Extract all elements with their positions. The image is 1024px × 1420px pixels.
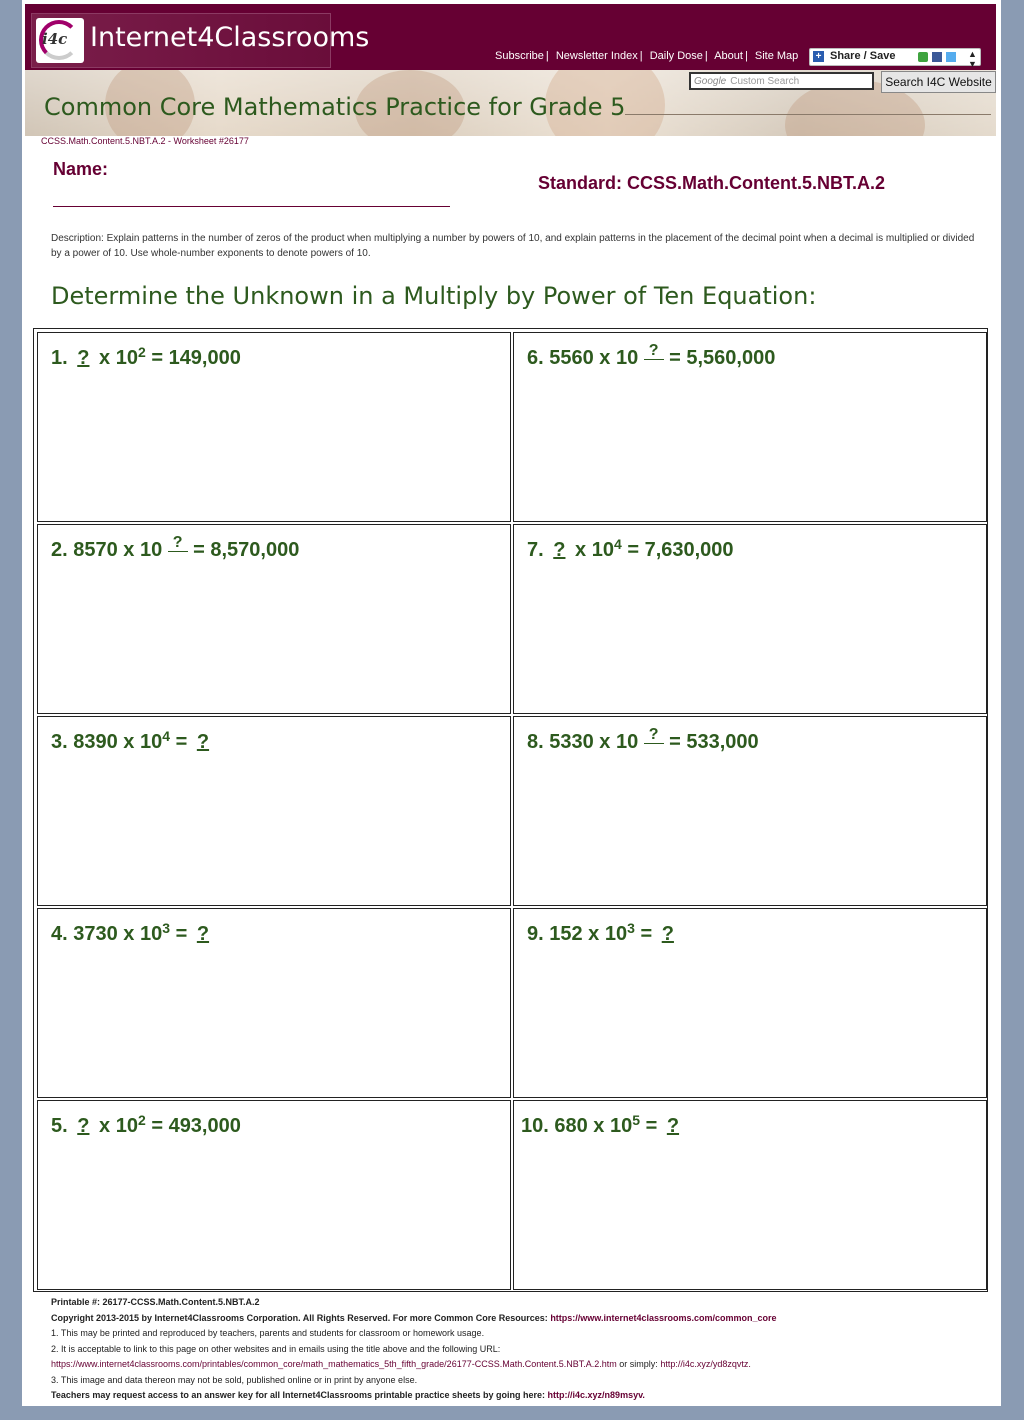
problem-6: 6. 5560 x 10 ? = 5,560,000: [527, 342, 776, 369]
page-title: Common Core Mathematics Practice for Grade 5: [44, 93, 626, 121]
problem-8: 8. 5330 x 10 ? = 533,000: [527, 726, 759, 753]
usage-line-2: 2. It is acceptable to link to this page on other websites and in emails using the title above and the following URL:: [51, 1343, 501, 1354]
usage-line-1: 1. This may be printed and reproduced by teachers, parents and students for classroom or homework usage.: [51, 1328, 485, 1338]
problem-cell-10: [513, 1100, 987, 1290]
nav-subscribe[interactable]: Subscribe: [495, 50, 544, 62]
logo-mark-text: i4c: [42, 30, 68, 48]
search-placeholder: Custom Search: [730, 76, 800, 87]
nav-about[interactable]: About: [714, 50, 743, 62]
problem-7: 7. ? x $10^4 = 7,630,000$: [527, 536, 734, 561]
problem-cell-5: [37, 1100, 511, 1290]
answer-key-link[interactable]: http://i4c.xyz/n89msyv.: [547, 1390, 645, 1400]
problem-cell-9: [513, 908, 987, 1098]
problem-cell-6: [513, 332, 987, 522]
problem-2: 2. 8570 x 10 ? = 8,570,000: [51, 534, 300, 561]
problem-cell-1: [37, 332, 511, 522]
problem-4: 4. 3730 x $10^3$ = ?: [51, 920, 210, 945]
name-label: Name:: [53, 159, 109, 179]
printable-number: Printable #: 26177-CCSS.Math.Content.5.NBT.A.2: [51, 1297, 260, 1307]
logo-mark-icon: [36, 18, 84, 63]
problem-grid: [33, 328, 988, 1292]
search-input[interactable]: [689, 72, 874, 90]
problem-cell-4: [37, 908, 511, 1098]
problem-9: 9. 152 x $10^3$ = ?: [527, 920, 674, 945]
top-nav: Subscribe | Newsletter Index | Daily Dose | About | Site Map: [495, 50, 799, 62]
nav-site-map[interactable]: Site Map: [754, 50, 799, 62]
common-core-link[interactable]: https://www.internet4classrooms.com/common_core: [550, 1312, 777, 1323]
problem-3: 3. 8390 x $10^4$ = ?: [51, 728, 210, 753]
breadcrumb: CCSS.Math.Content.5.NBT.A.2 - Worksheet #26177: [41, 136, 249, 146]
problem-cell-2: [37, 524, 511, 714]
problem-cell-3: [37, 716, 511, 906]
search-button[interactable]: Search I4C Website: [881, 71, 996, 93]
nav-daily-dose[interactable]: Daily Dose: [649, 50, 703, 62]
answer-key-note: Teachers may request access to an answer key for all Internet4Classrooms printable practice sheets by going here: http://i4c.xyz/n89msyv.: [51, 1390, 645, 1400]
nav-newsletter-index[interactable]: Newsletter Index: [555, 50, 638, 62]
logo-name: Internet4Classrooms: [90, 22, 370, 53]
banner: [25, 70, 996, 136]
problem-cell-8: [513, 716, 987, 906]
chevron-updown-icon[interactable]: ▲ ▼: [968, 49, 977, 69]
footer: [51, 1295, 991, 1404]
name-line: [53, 206, 450, 207]
email-share-icon[interactable]: [918, 52, 928, 62]
short-url-link[interactable]: http://i4c.xyz/yd8zqvtz.: [660, 1359, 751, 1369]
description: Description: Explain patterns in the number of zeros of the product when multiplying a number by powers of 10, and explain patterns in the placement of the decimal point when a decimal is multiplied or divided by a power of 10. Use whole-number exponents to denote powers of 10.: [51, 233, 975, 259]
standard-label: Standard: CCSS.Math.Content.5.NBT.A.2: [538, 173, 886, 193]
problem-5: 5. ? x $10^2 = 493,000$: [51, 1112, 241, 1137]
title-divider: [625, 114, 991, 115]
problem-cell-7: [513, 524, 987, 714]
share-label: Share / Save: [830, 50, 896, 62]
site-header: [25, 4, 996, 70]
usage-line-3: 3. This image and data thereon may not be sold, published online or in print by anyone else.: [51, 1374, 418, 1385]
problem-1: 1. ? x $10^2 = 149,000$: [51, 344, 241, 369]
twitter-icon[interactable]: [946, 52, 956, 62]
google-brand: Google: [694, 76, 727, 87]
facebook-icon[interactable]: [932, 52, 942, 62]
usage-line-2-urls: https://www.internet4classrooms.com/printables/common_core/math_mathematics_5th_fifth_grade/26177-CCSS.Math.Content.5.NBT.A.2.htm or simply: http://i4c.xyz/yd8zqvtz.: [51, 1359, 751, 1369]
plus-icon: +: [813, 51, 824, 62]
section-title: Determine the Unknown in a Multiply by Power of Ten Equation:: [51, 282, 817, 310]
share-save-button[interactable]: [809, 48, 981, 69]
site-logo[interactable]: [31, 13, 370, 68]
problem-10: 10. 680 x $10^5$ = ?: [521, 1112, 680, 1137]
worksheet-url-link[interactable]: https://www.internet4classrooms.com/printables/common_core/math_mathematics_5th_fifth_grade/26177-CCSS.Math.Content.5.NBT.A.2.htm: [51, 1359, 617, 1369]
copyright: Copyright 2013-2015 by Internet4Classrooms Corporation. All Rights Reserved. For more Common Core Resources: https://www.internet4classrooms.com/common_core: [51, 1312, 777, 1323]
page: [22, 0, 1001, 1406]
